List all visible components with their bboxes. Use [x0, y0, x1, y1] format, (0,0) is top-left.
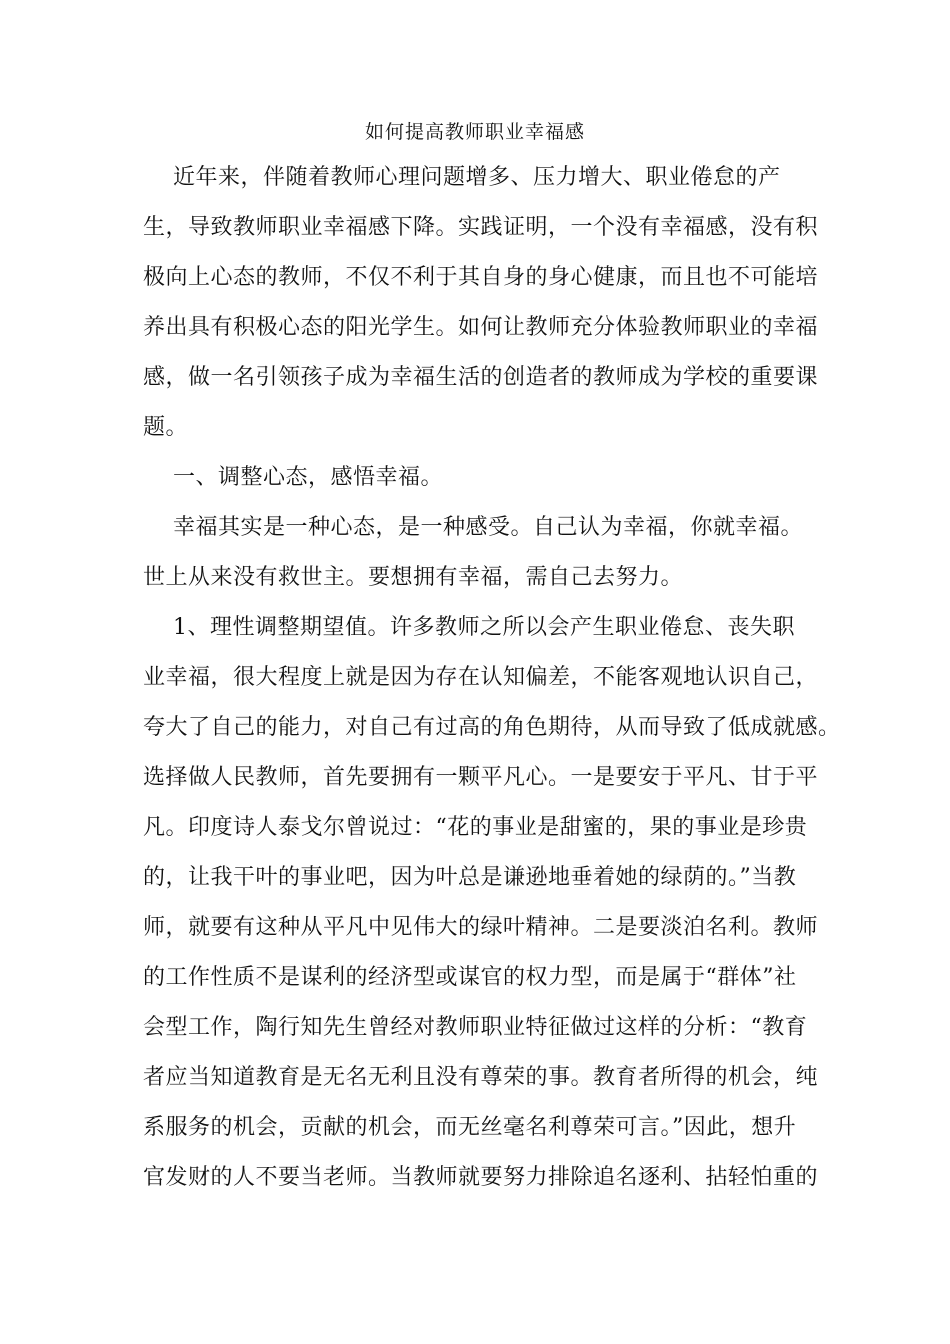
paragraph-line: 师，就要有这种从平凡中见伟大的绿叶精神。二是要淡泊名利。教师	[143, 915, 819, 940]
paragraph-line: 官发财的人不要当老师。当教师就要努力排除追名逐利、拈轻怕重的	[143, 1165, 819, 1190]
paragraph-line: 感，做一名引领孩子成为幸福生活的创造者的教师成为学校的重要课	[143, 365, 819, 390]
paragraph-line: 系服务的机会，贡献的机会，而无丝毫名利尊荣可言。”因此，想升	[143, 1115, 797, 1140]
paragraph-line: 夸大了自己的能力，对自己有过高的角色期待，从而导致了低成就感。	[143, 715, 841, 740]
paragraph-line: 生，导致教师职业幸福感下降。实践证明，一个没有幸福感，没有积	[143, 215, 819, 240]
document-title: 如何提高教师职业幸福感	[364, 121, 585, 143]
paragraph-line: 1、理性调整期望值。许多教师之所以会产生职业倦怠、丧失职	[143, 615, 795, 640]
paragraph-line: 极向上心态的教师，不仅不利于其自身的身心健康，而且也不可能培	[143, 265, 819, 290]
paragraph-line: 者应当知道教育是无名无利且没有尊荣的事。教育者所得的机会，纯	[143, 1065, 819, 1090]
paragraph-line: 会型工作，陶行知先生曾经对教师职业特征做过这样的分析：“教育	[143, 1015, 808, 1040]
section-heading: 一、调整心态，感悟幸福。	[143, 465, 443, 490]
paragraph-line: 世上从来没有救世主。要想拥有幸福，需自己去努力。	[143, 565, 684, 590]
paragraph-line: 业幸福，很大程度上就是因为存在认知偏差，不能客观地认识自己，	[143, 665, 819, 690]
paragraph-line: 的，让我干叶的事业吧，因为叶总是谦逊地垂着她的绿荫的。”当教	[143, 865, 797, 890]
paragraph-line: 题。	[143, 415, 189, 440]
paragraph-line: 幸福其实是一种心态，是一种感受。自己认为幸福，你就幸福。	[143, 515, 803, 540]
paragraph-line: 选择做人民教师，首先要拥有一颗平凡心。一是要安于平凡、甘于平	[143, 765, 819, 790]
paragraph-line: 近年来，伴随着教师心理问题增多、压力增大、职业倦怠的产	[143, 165, 781, 190]
paragraph-line: 的工作性质不是谋利的经济型或谋官的权力型，而是属于“群体”社	[143, 965, 797, 990]
paragraph-line: 养出具有积极心态的阳光学生。如何让教师充分体验教师职业的幸福	[143, 315, 819, 340]
paragraph-line: 凡。印度诗人泰戈尔曾说过：“花的事业是甜蜜的，果的事业是珍贵	[143, 815, 808, 840]
